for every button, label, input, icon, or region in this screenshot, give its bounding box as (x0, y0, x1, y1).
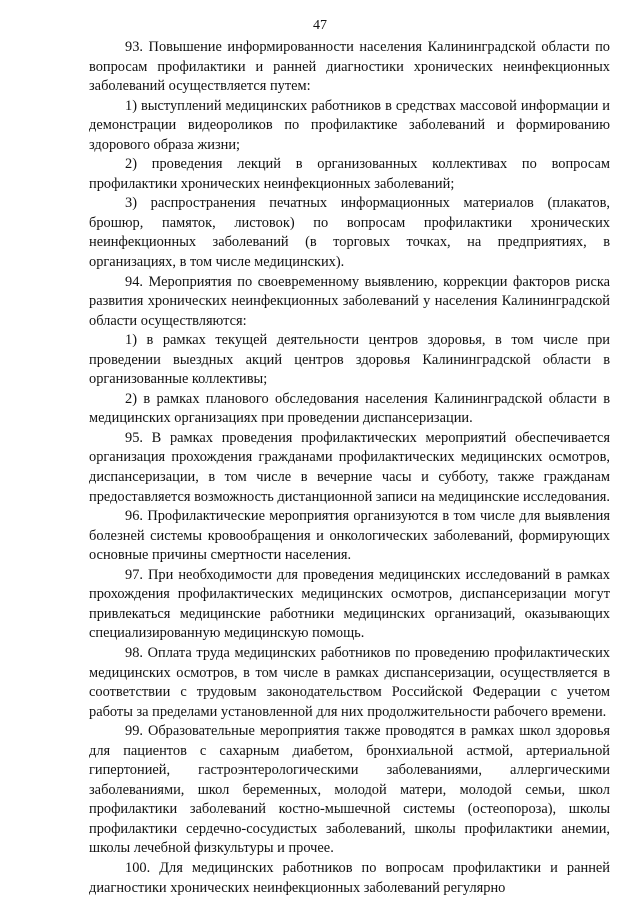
paragraph-93: 93. Повышение информированности населения Калининградской области по вопросам профилактики и ранней диагностики хронических неинфекционных заболеваний осуществляется путем: (89, 39, 610, 95)
paragraph-99: 99. Образовательные мероприятия также проводятся в рамках школ здоровья для пациентов с сахарным диабетом, бронхиальной астмой, артериальной гипертонией, гастроэнтерологическими заболеваниями, аллергическими заболеваниями, школ беременных, молодой матери, молодой семьи, школ профилактики заболеваний костно-мышечной системы (остеопороза), школы профилактики сердечно-сосудистых заболеваний, школы профилактики анемии, школы лечебной физкультуры и прочее. (89, 723, 610, 857)
paragraph-96: 96. Профилактические мероприятия организуются в том числе для выявления болезней системы кровообращения и онкологических заболеваний, формирующих основные причины смертности населения. (89, 508, 610, 564)
paragraph-93-item-3: 3) распространения печатных информационных материалов (плакатов, брошюр, памяток, листовок) по вопросам профилактики хронических неинфекционных заболеваний (в торговых точках, на предприятиях, в организациях, в том числе медицинских). (89, 195, 610, 271)
paragraph-98: 98. Оплата труда медицинских работников по проведению профилактических медицинских осмотров, в том числе в рамках диспансеризации, осуществляется в соответствии с трудовым законодательством Российской Федерации с учетом работы за пределами установленной для них продолжительности рабочего времени. (89, 644, 610, 720)
paragraph-100: 100. Для медицинских работников по вопросам профилактики и ранней диагностики хронических неинфекционных заболеваний регулярно (89, 859, 610, 896)
paragraph-97: 97. При необходимости для проведения медицинских исследований в рамках прохождения профилактических медицинских осмотров, диспансеризации могут привлекаться медицинские работники медицинских организаций, оказывающих специализированную медицинскую помощь. (89, 566, 610, 642)
paragraph-95: 95. В рамках проведения профилактических мероприятий обеспечивается организация прохождения гражданами профилактических медицинских осмотров, диспансеризации, в том числе в вечерние часы и субботу, также гражданам предоставляется возможность дистанционной записи на медицинские исследования. (89, 429, 611, 505)
paragraph-94-item-2: 2) в рамках планового обследования населения Калининградской области в медицинских организациях при проведении диспансеризации. (89, 390, 610, 427)
paragraph-93-item-1: 1) выступлений медицинских работников в средствах массовой информации и демонстрации видеороликов по профилактике заболеваний и формированию здорового образа жизни; (89, 97, 610, 153)
paragraph-94: 94. Мероприятия по своевременному выявлению, коррекции факторов риска развития хронических неинфекционных заболеваний у населения Калининградской области осуществляются: (89, 273, 610, 329)
document-body (89, 38, 610, 898)
paragraph-93-item-2: 2) проведения лекций в организованных коллективах по вопросам профилактики хронических неинфекционных заболеваний; (89, 156, 610, 192)
paragraph-94-item-1: 1) в рамках текущей деятельности центров здоровья, в том числе при проведении выездных акций центров здоровья Калининградской области в организованные коллективы; (89, 332, 610, 388)
page-number: 47 (313, 18, 327, 33)
